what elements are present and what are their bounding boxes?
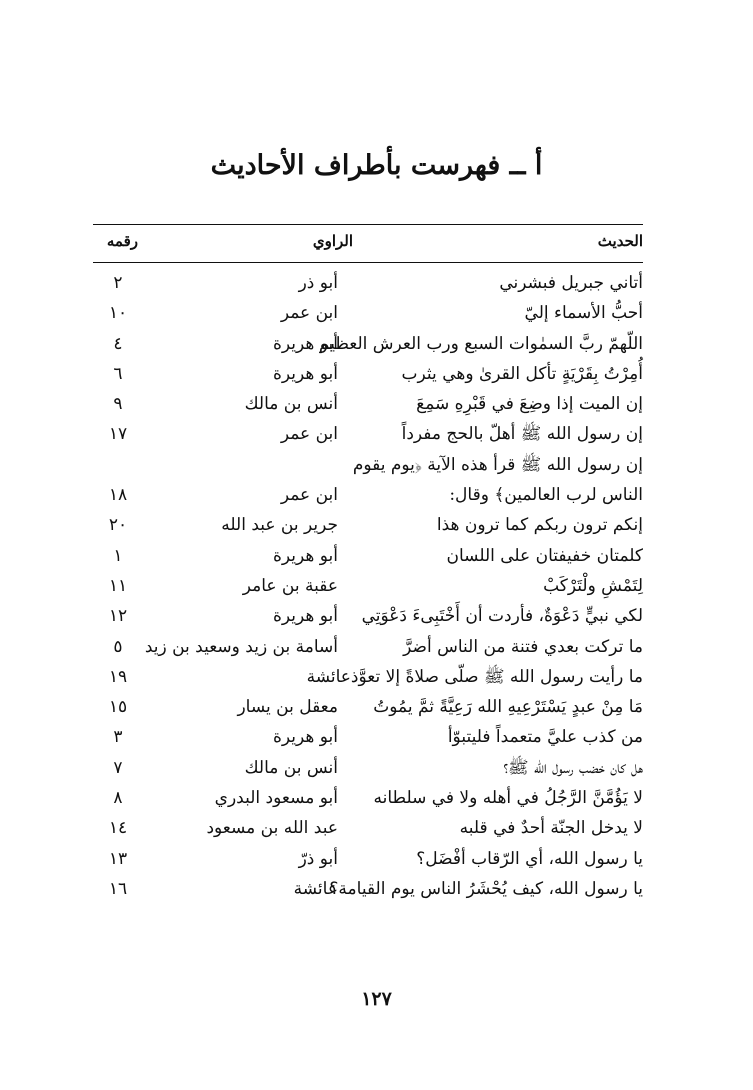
narrator-name: عبد الله بن مسعود bbox=[206, 818, 338, 839]
hadith-text: مَا مِنْ عبدٍ يَسْتَرْعِيهِ الله رَعِيَّةً ثمَّ يمُوتُ bbox=[373, 697, 643, 718]
hadith-number: ١٤ bbox=[108, 818, 128, 839]
table-row bbox=[93, 389, 643, 419]
narrator-name: جرير بن عبد الله bbox=[221, 515, 338, 536]
hadith-number: ٥ bbox=[113, 636, 123, 657]
hadith-text: يا رسول الله، أي الرّقاب أفْضَل؟ bbox=[416, 848, 643, 869]
table-row bbox=[93, 601, 643, 631]
hadith-number: ٣ bbox=[113, 727, 123, 748]
narrator-name: أبو هريرة bbox=[272, 333, 338, 354]
hadith-text: الناس لرب العالمين﴾ وقال: bbox=[449, 485, 643, 506]
table-row bbox=[93, 844, 643, 874]
table-row bbox=[93, 541, 643, 571]
narrator-name: أنس بن مالك bbox=[244, 394, 338, 415]
hadith-number: ٢٠ bbox=[108, 515, 128, 536]
table-header bbox=[93, 228, 643, 258]
hadith-text: من كذب عليَّ متعمداً فليتبوّأ bbox=[447, 727, 643, 748]
hadith-number: ٧ bbox=[113, 757, 123, 778]
hadith-text: لا يدخل الجنّة أحدٌ في قلبه bbox=[459, 818, 643, 839]
table-row bbox=[93, 662, 643, 692]
narrator-name: ابن عمر bbox=[280, 303, 338, 324]
table-row bbox=[93, 783, 643, 813]
hadith-text: ما تركت بعدي فتنة من الناس أضرَّ bbox=[403, 636, 643, 657]
table-row bbox=[93, 419, 643, 449]
table-top-rule bbox=[93, 224, 643, 225]
hadith-text: أتاني جبريل فبشرني bbox=[499, 273, 643, 293]
narrator-name: أسامة بن زيد وسعيد بن زيد bbox=[144, 636, 338, 657]
hadith-number: ٦ bbox=[113, 363, 123, 384]
hadith-text: إن رسول الله ﷺ أهلّ بالحج مفرداً bbox=[401, 424, 643, 445]
hadith-number: ١٩ bbox=[108, 666, 128, 687]
hadith-text: يا رسول الله، كيف يُحْشَرُ الناس يوم القيامة؟ bbox=[329, 878, 643, 899]
narrator-name: أبو مسعود البدري bbox=[214, 788, 338, 809]
narrator-name: عائشة bbox=[293, 878, 338, 899]
hadith-number: ١١ bbox=[108, 575, 128, 596]
narrator-name: ابن عمر bbox=[280, 485, 338, 506]
column-header-narrator: الراوي bbox=[312, 232, 353, 250]
table-row bbox=[93, 692, 643, 722]
column-header-hadith: الحديث bbox=[597, 232, 643, 250]
page-title: أ ــ فهرست بأطراف الأحاديث bbox=[210, 150, 543, 181]
table-row bbox=[93, 571, 643, 601]
table-row bbox=[93, 450, 643, 480]
table-row bbox=[93, 268, 643, 298]
hadith-text: لِتَمْشِ ولْتَرْكَبْ bbox=[543, 575, 643, 596]
narrator-name: ابن عمر bbox=[280, 424, 338, 445]
column-header-number: رقمه bbox=[106, 232, 138, 250]
narrator-name: أبو ذر bbox=[298, 273, 338, 293]
hadith-number: ١٣ bbox=[108, 848, 128, 869]
narrator-name: أبو هريرة bbox=[272, 363, 338, 384]
hadith-text: أُمِرْتُ بِقَرْيَةٍ تأكل القرىٰ وهي يثرب bbox=[401, 363, 643, 384]
table-row bbox=[93, 298, 643, 328]
table-row bbox=[93, 753, 643, 783]
hadith-number: ٨ bbox=[113, 788, 123, 809]
hadith-number: ١٦ bbox=[108, 878, 128, 899]
table-row bbox=[93, 632, 643, 662]
hadith-index-table bbox=[93, 268, 643, 904]
hadith-text: اللّهمّ ربَّ السمٰوات السبع ورب العرش العظيم bbox=[318, 333, 643, 354]
hadith-text: كلمتان خفيفتان على اللسان bbox=[446, 545, 643, 566]
narrator-name: معقل بن يسار bbox=[237, 697, 338, 718]
table-row bbox=[93, 874, 643, 904]
hadith-text: إنكم ترون ربكم كما ترون هذا bbox=[436, 515, 643, 536]
table-row bbox=[93, 480, 643, 510]
hadith-text: ما رأيت رسول الله ﷺ صلّى صلاةً إلا تعوَّذعائشة bbox=[306, 666, 643, 687]
narrator-name: عقبة بن عامر bbox=[242, 575, 338, 596]
table-row bbox=[93, 813, 643, 843]
hadith-text: إن الميت إذا وضِعَ في قَبْرِهِ سَمِعَ bbox=[416, 394, 643, 415]
hadith-text: أحبُّ الأسماء إليّ bbox=[524, 303, 643, 324]
hadith-text: إن رسول الله ﷺ قرأ هذه الآية ﴿يوم يقوم bbox=[352, 454, 643, 475]
narrator-name: أبو ذرّ bbox=[298, 848, 338, 869]
hadith-number: ١٠ bbox=[108, 303, 128, 324]
narrator-name: أبو هريرة bbox=[272, 606, 338, 627]
page-number: ١٢٧ bbox=[361, 988, 392, 1010]
hadith-number: ١٨ bbox=[108, 485, 128, 506]
table-row bbox=[93, 722, 643, 752]
table-row bbox=[93, 510, 643, 540]
hadith-number: ٤ bbox=[113, 333, 123, 354]
hadith-number: ٢ bbox=[113, 273, 123, 293]
hadith-text: لا يَؤُمَّنَّ الرَّجُلُ في أهله ولا في سلطانه bbox=[373, 788, 643, 809]
narrator-name: أنس بن مالك bbox=[244, 757, 338, 778]
hadith-number: ١٧ bbox=[108, 424, 128, 445]
hadith-text: لكي نبيٍّ دَعْوَةٌ، فأردت أن أَخْتَبِىءَ دَعْوَتِي bbox=[361, 606, 643, 627]
hadith-number: ١٥ bbox=[108, 697, 128, 718]
table-row bbox=[93, 329, 643, 359]
narrator-name: أبو هريرة bbox=[272, 727, 338, 748]
hadith-number: ١ bbox=[113, 545, 123, 566]
hadith-number: ١٢ bbox=[108, 606, 128, 627]
hadith-text: هل كان خضب رسول الله ﷺ؟ bbox=[503, 757, 643, 778]
narrator-name: أبو هريرة bbox=[272, 545, 338, 566]
hadith-number: ٩ bbox=[113, 394, 123, 415]
table-row bbox=[93, 359, 643, 389]
table-header-rule bbox=[93, 262, 643, 263]
